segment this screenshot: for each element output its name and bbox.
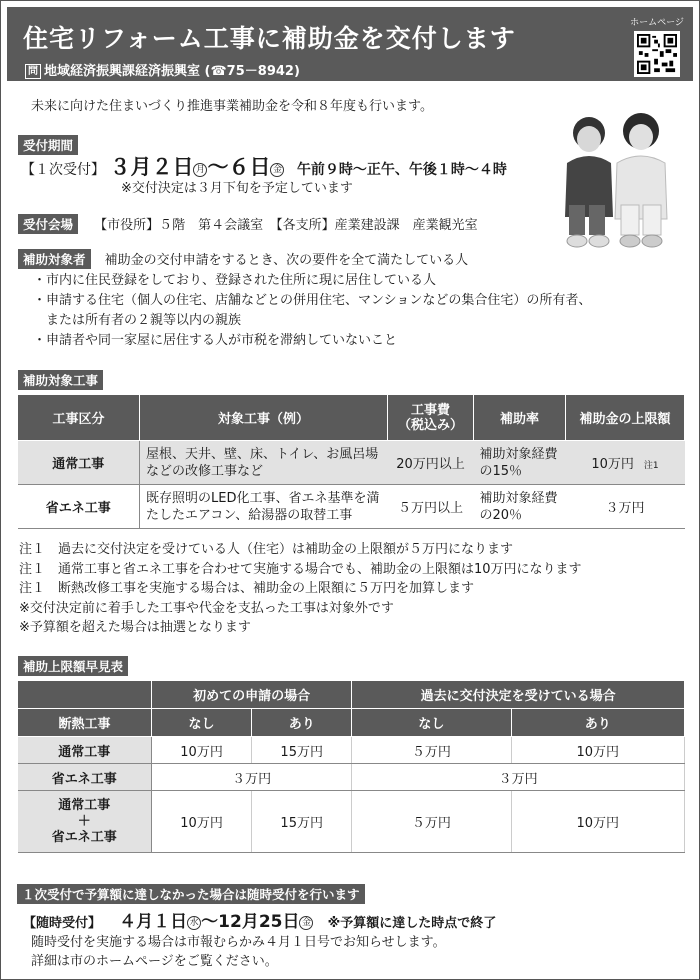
table-row [18,737,685,764]
column-header: 補助率 [474,395,566,441]
eligibility-tag: 補助対象者 [18,249,91,269]
venue-tag: 受付会場 [18,214,78,234]
sub-header: なし [152,709,252,737]
column-header: 対象工事（例） [140,395,388,441]
work-limit: ３万円 [566,485,685,529]
notes [19,540,582,638]
contact-tel: (☎75－8942) [204,64,300,79]
eligibility-lead: 補助金の交付申請をするとき、次の要件を全て満たしている人 [104,253,469,268]
limits-tag: 補助上限額早見表 [18,656,128,676]
works-table [17,394,685,529]
note-line: 注１ 過去に交付決定を受けている人（住宅）は補助金の上限額が５万円になります [19,542,514,557]
blank-header [18,681,152,709]
work-category: 省エネ工事 [18,485,140,529]
corner-header: 断熱工事 [18,709,152,737]
page-title: 住宅リフォーム工事に補助金を交付します [23,24,516,53]
group-header-past: 過去に交付決定を受けている場合 [352,681,685,709]
limits-table [17,680,685,853]
reception-hours: 午前９時～正午、午後１時～４時 [296,162,507,178]
work-rate: 補助対象経費の20％ [474,485,566,529]
table-cell: ５万円 [352,737,511,764]
end-date: ６日 [228,155,271,179]
rolling-end-dow: 金 [299,916,313,930]
date-separator: ～ [207,155,229,179]
qr-label: ホームページ [630,18,684,28]
table-cell: ３万円 [152,764,352,791]
footer-line: 随時受付を実施する場合は市報むらかみ４月１日号でお知らせします。 [31,935,446,950]
table-cell: ５万円 [352,791,511,853]
group-header-first: 初めての申請の場合 [152,681,352,709]
rolling-reception-dates [23,907,496,932]
note-line: 注１ 断熱改修工事を実施する場合は、補助金の上限額に５万円を加算します [19,581,475,597]
table-row [18,485,685,529]
column-header: 工事区分 [18,395,140,441]
contact-info [25,60,300,79]
list-item: ・申請者や同一家屋に居住する人が市税を滞納していないこと [33,333,398,348]
contact-department: 地域経済振興課経済振興室 [44,64,201,79]
list-item: または所有者の２親等以内の親族 [33,313,242,328]
column-header: 工事費 （税込み） [388,395,474,441]
qr-code-icon [634,31,680,77]
rolling-label: 【随時受付】 [23,916,102,931]
works-tag: 補助対象工事 [18,370,103,390]
table-cell: 10万円 [152,737,252,764]
row-label: 省エネ工事 [18,764,152,791]
end-dow: 金 [270,163,284,177]
note-line: ※交付決定前に着手した工事や代金を支払った工事は対象外です [19,600,394,616]
rolling-end-note: ※予算額に達した時点で終了 [327,916,497,931]
header-banner [7,7,693,81]
start-date: ３月２日 [109,155,194,179]
table-cell: 10万円 [511,791,684,853]
work-cost: ５万円以上 [388,485,474,529]
sub-header: あり [511,709,684,737]
table-cell: 10万円 [511,737,684,764]
row-label-line: ＋ [77,813,91,829]
work-examples: 既存照明のLED化工事、省エネ基準を満たしたエアコン、給湯器の取替工事 [140,485,388,529]
work-rate: 補助対象経費の15％ [474,441,566,485]
row-label [18,791,152,853]
table-row [18,791,685,853]
inquiry-mark: 問 [25,64,41,79]
table-cell: 15万円 [252,791,352,853]
limit-note: 注1 [643,461,659,471]
list-item: ・市内に住民登録をしており、登録された住所に現に居住している人 [33,273,437,288]
intro-text: 未来に向けた住まいづくり推進事業補助金を令和８年度も行います。 [31,99,433,114]
column-header: 補助金の上限額 [566,395,685,441]
row-label: 通常工事 [18,737,152,764]
note-line: ※予算額を超えた場合は抽選となります [19,620,251,636]
first-reception-label: 【１次受付】 [21,162,105,178]
table-row [18,764,685,791]
note-line: 注１ 通常工事と省エネ工事を合わせて実施する場合でも、補助金の上限額は10万円になります [19,561,582,577]
rolling-sep: ～ [201,912,219,932]
work-category: 通常工事 [18,441,140,485]
venue-text: 【市役所】５階 第４会議室 【各支所】産業建設課 産業観光室 [94,218,478,233]
row-label-line: 省エネ工事 [51,829,117,845]
table-cell: ３万円 [352,764,685,791]
homepage-qr[interactable] [627,15,687,77]
sub-header: あり [252,709,352,737]
work-examples: 屋根、天井、壁、床、トイレ、お風呂場などの改修工事など [140,441,388,485]
rolling-end: 12月25日 [218,912,300,932]
limit-value: 10万円 [591,457,634,472]
footer-text [31,933,446,971]
row-label-line: 通常工事 [58,797,111,813]
reception-note: ※交付決定は３月下旬を予定しています [121,181,353,196]
children-photo [553,105,677,251]
list-item: ・申請する住宅（個人の住宅、店舗などとの併用住宅、マンションなどの集合住宅）の所有者、 [33,293,592,308]
rolling-reception-tag: １次受付で予算額に達しなかった場合は随時受付を行います [17,884,365,904]
work-limit [566,441,685,485]
table-cell: 15万円 [252,737,352,764]
footer-line: 詳細は市のホームページをご覧ください。 [31,954,278,969]
table-row [18,441,685,485]
start-dow: 月 [193,163,207,177]
reception-period-tag: 受付期間 [18,135,78,155]
eligibility-list [33,271,591,351]
sub-header: なし [352,709,511,737]
work-cost: 20万円以上 [388,441,474,485]
rolling-start: ４月１日 [119,912,188,932]
table-cell: 10万円 [152,791,252,853]
rolling-start-dow: 水 [187,916,201,930]
